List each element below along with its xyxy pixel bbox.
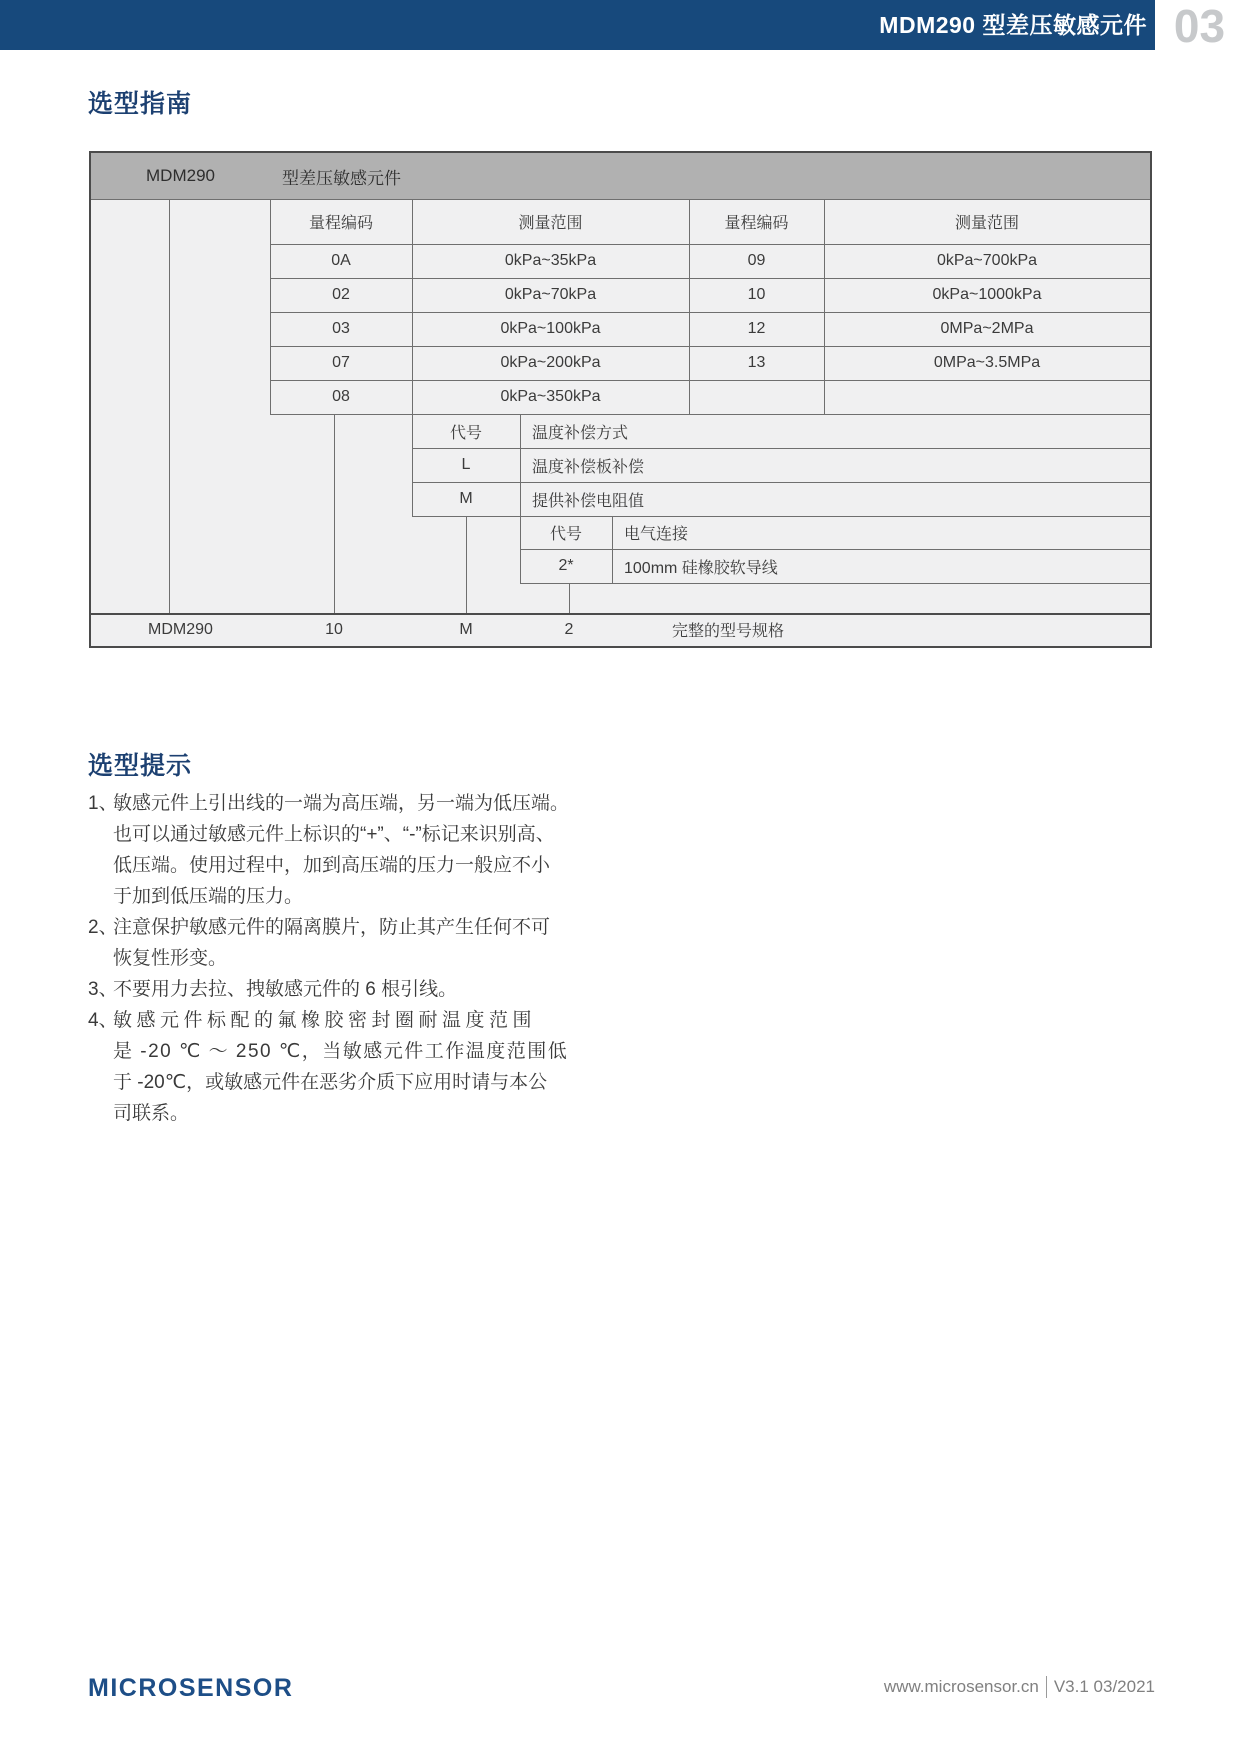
col-header-range-code: 量程编码 — [308, 215, 373, 232]
stem-line-range — [334, 414, 335, 613]
grid-line — [520, 583, 1150, 584]
tip-text: 注意保护敏感元件的隔离膜片，防止其产生任何不可 — [113, 917, 551, 938]
example-range-code-cell: 10 — [325, 620, 343, 638]
electrical-code-cell: 2* — [558, 557, 574, 574]
tip-text: 敏感元件标配的氟橡胶密封圈耐温度范围 — [113, 1010, 537, 1031]
col-header-range: 测量范围 — [954, 215, 1019, 232]
range-value-cell: 0kPa~350kPa — [500, 388, 601, 405]
page-title: MDM290 型差压敏感元件 — [879, 12, 1147, 38]
tip-line — [88, 817, 568, 848]
tip-text: 敏感元件上引出线的一端为高压端，另一端为低压端。 — [113, 793, 570, 814]
col-header-range-code: 量程编码 — [724, 215, 789, 232]
tip-text: 低压端。使用过程中，加到高压端的压力一般应不小 — [113, 855, 551, 876]
example-note-cell: 完整的型号规格 — [672, 623, 785, 640]
temp-comp-code-header: 代号 — [449, 424, 482, 442]
tip-line — [88, 879, 568, 910]
range-code-cell: 08 — [332, 388, 350, 405]
selection-guide-heading: 选型指南 — [88, 90, 193, 118]
footer-version: V3.1 03/2021 — [1053, 1677, 1155, 1696]
range-value-cell: 0kPa~700kPa — [936, 252, 1038, 269]
tip-line — [88, 786, 568, 817]
tip-text: 于 -20℃，或敏感元件在恶劣介质下应用时请与本公 — [113, 1072, 548, 1093]
range-code-cell: 07 — [332, 354, 350, 371]
grid-line — [169, 199, 170, 613]
footer-info — [884, 1676, 1155, 1698]
range-code-cell — [689, 380, 824, 414]
tip-number: 1、 — [88, 793, 118, 814]
page-number: 03 — [1173, 0, 1226, 52]
tip-line — [88, 1096, 568, 1127]
electrical-code-header: 代号 — [549, 526, 582, 543]
footer-website-link[interactable]: www.microsensor.cn — [883, 1677, 1039, 1696]
col-header-range: 测量范围 — [518, 215, 583, 232]
range-value-cell: 0kPa~200kPa — [500, 354, 601, 371]
electrical-label-cell: 100mm 硅橡胶软导线 — [624, 559, 778, 577]
tip-text: 也可以通过敏感元件上标识的“+”、“-”标记来识别高、 — [113, 824, 555, 845]
example-model-cell: MDM290 — [148, 620, 213, 638]
range-code-cell: 0A — [331, 252, 351, 269]
tip-line — [88, 941, 568, 972]
range-value-cell: 0kPa~70kPa — [504, 286, 597, 303]
tip-number: 3、 — [88, 979, 118, 1000]
range-code-cell: 13 — [747, 354, 766, 371]
range-value-cell: 0MPa~2MPa — [940, 320, 1034, 337]
stem-line-compensation — [466, 516, 467, 613]
header-bar — [0, 0, 1155, 50]
example-conn-code-cell: 2 — [564, 620, 574, 638]
tip-text: 恢复性形变。 — [113, 948, 228, 969]
range-value-cell — [824, 380, 1150, 414]
model-code-cell: MDM290 — [146, 166, 215, 185]
range-value-cell: 0MPa~3.5MPa — [933, 354, 1041, 371]
example-comp-code-cell: M — [459, 620, 473, 638]
tip-number: 2、 — [88, 917, 118, 938]
range-code-cell: 12 — [747, 320, 766, 337]
tip-text: 是 -20 ℃ ～ 250 ℃，当敏感元件工作温度范围低 — [113, 1041, 569, 1062]
tip-text: 于加到低压端的压力。 — [113, 886, 304, 907]
temp-comp-label-cell: 温度补偿板补偿 — [532, 458, 645, 476]
temp-comp-code-cell: M — [459, 490, 473, 507]
range-code-cell: 09 — [747, 252, 766, 269]
tip-line — [88, 1065, 568, 1096]
range-value-cell: 0kPa~1000kPa — [932, 286, 1042, 303]
tip-line — [88, 910, 568, 941]
stem-line-connection — [569, 583, 570, 613]
tip-number: 4、 — [88, 1010, 118, 1031]
tip-line — [88, 848, 568, 879]
microsensor-logo: MICROSENSOR — [88, 1674, 294, 1702]
footer-separator — [1046, 1676, 1047, 1698]
range-value-cell: 0kPa~35kPa — [504, 252, 597, 269]
tip-text: 司联系。 — [113, 1103, 190, 1124]
range-code-cell: 10 — [747, 286, 766, 303]
selection-tips-heading: 选型提示 — [88, 752, 193, 780]
model-desc-cell: 型差压敏感元件 — [282, 168, 401, 188]
tip-line — [88, 1003, 568, 1034]
grid-line — [612, 516, 613, 583]
temp-comp-code-cell: L — [461, 456, 471, 473]
electrical-label-header: 电气连接 — [624, 526, 689, 543]
tip-line — [88, 1034, 568, 1065]
selection-tips-list — [88, 786, 568, 1127]
range-code-cell: 02 — [332, 286, 350, 303]
temp-comp-label-header: 温度补偿方式 — [532, 424, 629, 442]
temp-comp-label-cell: 提供补偿电阻值 — [532, 492, 645, 510]
range-code-cell: 03 — [332, 320, 350, 337]
range-value-cell: 0kPa~100kPa — [500, 320, 601, 337]
tip-text: 不要用力去拉、拽敏感元件的 6 根引线。 — [113, 979, 458, 1000]
ordering-guide-table — [89, 151, 1152, 648]
tip-line — [88, 972, 568, 1003]
